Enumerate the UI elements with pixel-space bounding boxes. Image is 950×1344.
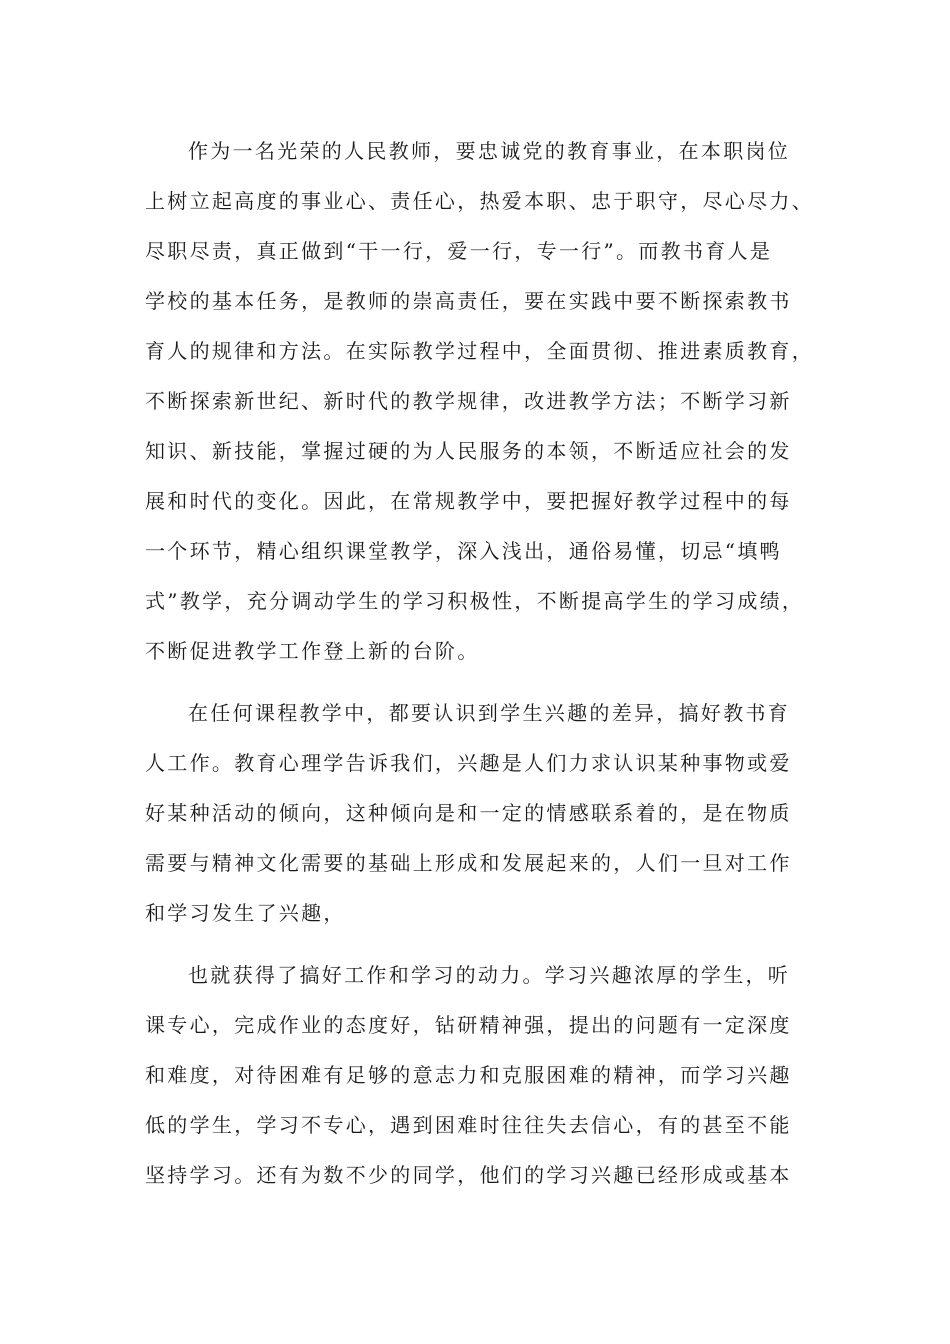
text-line: 也就获得了搞好工作和学习的动力。学习兴趣浓厚的学生，听 [188,963,791,987]
text-line: 学校的基本任务，是教师的崇高责任，要在实践中要不断探索教书 [145,289,792,313]
text-line: 一个环节，精心组织课堂教学，深入浅出，通俗易懂，切忌“填鸭 [145,539,782,563]
text-line: 坚持学习。还有为数不少的同学，他们的学习兴趣已经形成或基本 [145,1163,792,1187]
text-line: 知识、新技能，掌握过硬的为人民服务的本领，不断适应社会的发 [145,439,792,463]
text-line: 上树立起高度的事业心、责任心，热爱本职、忠于职守，尽心尽力、 [145,189,814,213]
text-line: 育人的规律和方法。在实际教学过程中，全面贯彻、推进素质教育， [145,339,814,363]
text-line: 式”教学，充分调动学生的学习积极性，不断提高学生的学习成绩， [145,589,805,613]
text-line: 需要与精神文化需要的基础上形成和发展起来的，人们一旦对工作 [145,851,792,875]
text-line: 作为一名光荣的人民教师，要忠诚党的教育事业，在本职岗位 [188,139,791,163]
text-line: 不断促进教学工作登上新的台阶。 [145,639,480,663]
text-line: 展和时代的变化。因此，在常规教学中，要把握好教学过程中的每 [145,489,792,513]
text-line: 和学习发生了兴趣， [145,901,346,925]
text-line: 和难度，对待困难有足够的意志力和克服困难的精神，而学习兴趣 [145,1063,792,1087]
text-line: 人工作。教育心理学告诉我们，兴趣是人们力求认识某种事物或爱 [145,751,792,775]
text-line: 在任何课程教学中，都要认识到学生兴趣的差异，搞好教书育 [188,701,791,725]
text-line: 课专心，完成作业的态度好，钻研精神强，提出的问题有一定深度 [145,1013,792,1037]
text-line: 好某种活动的倾向，这种倾向是和一定的情感联系着的，是在物质 [145,801,792,825]
text-line: 尽职尽责，真正做到“干一行，爱一行，专一行”。而教书育人是 [145,239,773,263]
text-line: 低的学生，学习不专心，遇到困难时往往失去信心，有的甚至不能 [145,1113,792,1137]
text-line: 不断探索新世纪、新时代的教学规律，改进教学方法；不断学习新 [145,389,792,413]
